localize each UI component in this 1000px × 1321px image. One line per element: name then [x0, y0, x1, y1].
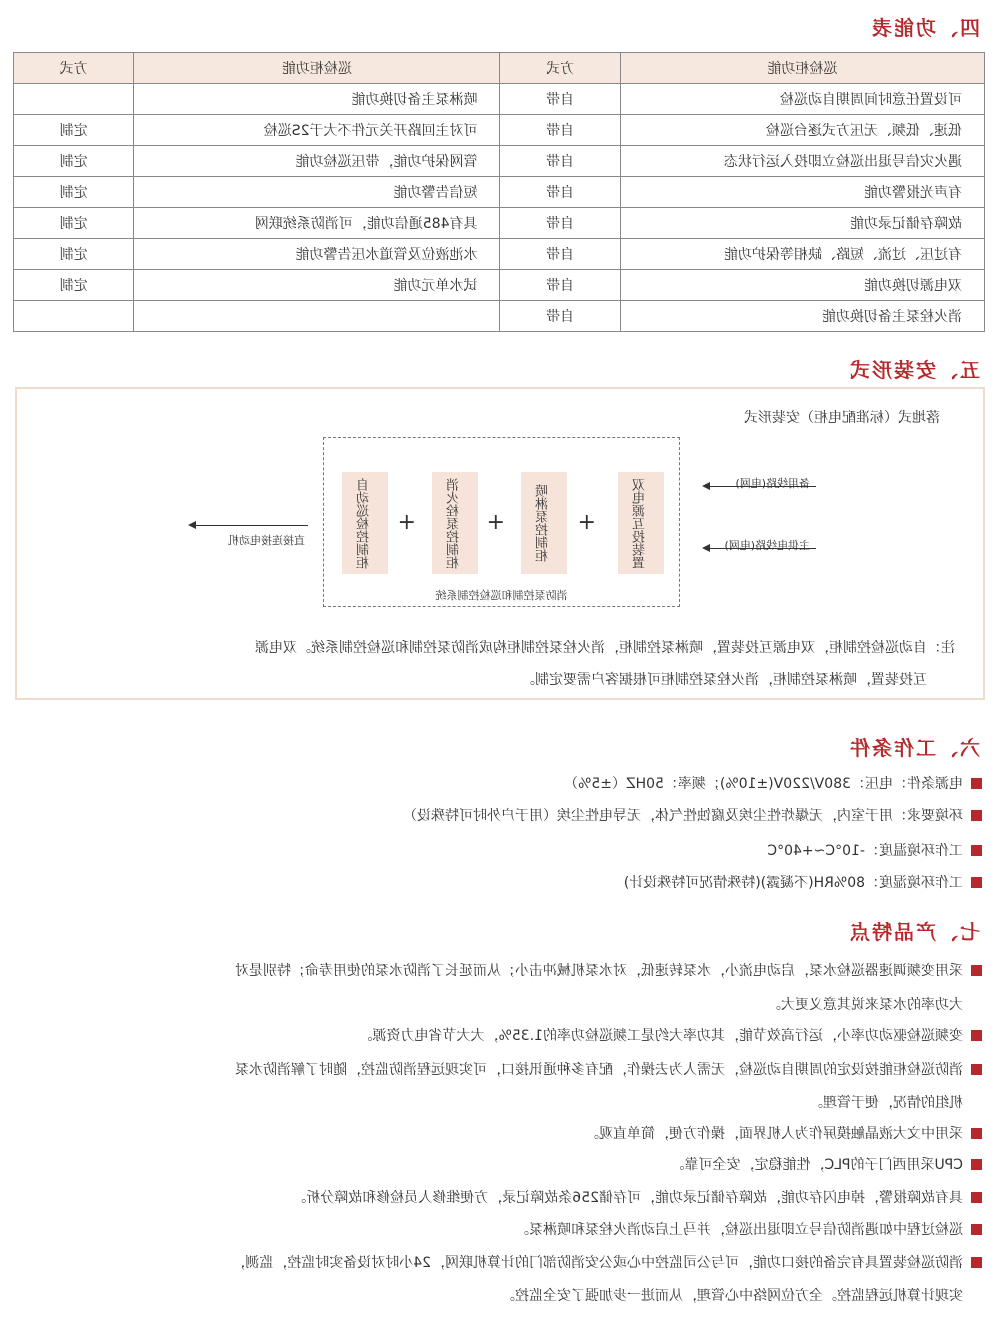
table-cell: 定制 [14, 146, 134, 177]
condition-item: 工作环境温度：-10°C~+40°C [32, 836, 982, 866]
dual-power-component: 双电源互投装置 [618, 472, 664, 574]
feature-continuation: 机组的情况，便于管理。 [809, 1095, 963, 1111]
table-cell: 试水单元功能 [134, 270, 500, 301]
table-cell: 自带 [500, 115, 620, 146]
table-cell: 定制 [14, 270, 134, 301]
table-header: 巡检柜功能 [620, 53, 984, 84]
bullet-square-icon [971, 1128, 982, 1139]
features-section-title: 七、产品特点 [848, 920, 980, 944]
table-header: 方式 [14, 53, 134, 84]
table-row [14, 270, 985, 301]
bullet-square-icon [971, 965, 982, 976]
condition-item: 工作环境湿度：80%RH(不凝露)(特殊情况可特殊设计) [32, 868, 982, 898]
table-cell: 双电源切换功能 [620, 270, 984, 301]
install-note-line: 注：自动巡检控制柜，双电源互投装置，喷淋泵控制柜，消火栓泵控制柜构成消防泵控制和巡检控制系统。双电源 [255, 640, 955, 656]
hydrant-pump-component: 消火栓泵控制柜 [432, 472, 478, 574]
table-row [14, 239, 985, 270]
table-row [14, 84, 985, 115]
table-cell: 定制 [14, 239, 134, 270]
install-caption: 落地式（标准配电柜）安装形式 [744, 410, 940, 426]
table-cell: 定制 [14, 177, 134, 208]
backup-line-label: 备用线路(电网) [735, 477, 810, 490]
conditions-section-title: 六、工作条件 [848, 736, 980, 760]
bullet-square-icon [971, 1064, 982, 1075]
table-cell: 遇火灾信号退出巡检立即投入运行状态 [620, 146, 984, 177]
table-cell: 故障存储记录功能 [620, 208, 984, 239]
table-row [14, 146, 985, 177]
feature-item: 巡检过程中如遇消防信号立即退出巡检，并马上启动消火栓泵和喷淋泵。 [32, 1215, 982, 1245]
bullet-square-icon [971, 1159, 982, 1170]
feature-item: 消防巡检装置具有完备的接口功能，可与公司监控中心或公安消防部门的计算机联网，24小时对设备实时监控，监测， [32, 1248, 982, 1278]
plus-sign: + [577, 510, 596, 535]
bullet-square-icon [971, 1224, 982, 1235]
table-row [14, 177, 985, 208]
auto-inspection-component: 自动巡检控制柜 [342, 472, 388, 574]
table-cell: 定制 [14, 208, 134, 239]
table-cell: 自带 [500, 146, 620, 177]
motor-output-arrow [190, 525, 308, 526]
table-cell [14, 301, 134, 332]
bullet-square-icon [971, 810, 982, 821]
table-cell: 消火栓泵主备切换功能 [620, 301, 984, 332]
plus-sign: + [397, 510, 416, 535]
table-cell: 自带 [500, 208, 620, 239]
feature-item: 具有故障报警，掉电闪存功能，故障存储记录功能，可存储256条故障记录，方便维修人员检修和故障分析。 [32, 1183, 982, 1213]
sprinkler-pump-component: 喷淋泵控制柜 [521, 472, 567, 574]
bullet-square-icon [971, 1192, 982, 1203]
install-note-line: 互投装置，喷淋泵控制柜，消火栓泵控制柜可根据客户需要定制。 [521, 672, 927, 688]
table-cell: 可对主回路开关元件不大于2S巡检 [134, 115, 500, 146]
table-row [14, 208, 985, 239]
condition-item: 电源条件：电压：380V/220V(±10%)；频率：50HZ（±5%） [32, 769, 982, 799]
table-cell: 自带 [500, 239, 620, 270]
main-line-label: 主供电线路(电网) [724, 539, 810, 552]
table-cell: 喷淋泵主备切换功能 [134, 84, 500, 115]
table-cell: 短信告警功能 [134, 177, 500, 208]
table-header-row [14, 53, 985, 84]
table-cell: 管网保护功能，带压巡检功能 [134, 146, 500, 177]
feature-item: 消防巡检柜能按设定的周期自动巡检，无需人为去操作，配有多种通讯接口，可实现远程消防监控，随时了解消防水泵 [32, 1055, 982, 1085]
table-cell: 可设置任意时间周期自动巡检 [620, 84, 984, 115]
bullet-square-icon [971, 877, 982, 888]
table-cell [134, 301, 500, 332]
table-cell: 低速、低频、无压方式逐台巡检 [620, 115, 984, 146]
functions-section-title: 四、功能表 [870, 16, 980, 40]
table-cell: 具有485通信功能，可消防系统联网 [134, 208, 500, 239]
bullet-square-icon [971, 1030, 982, 1041]
control-system-label: 消防泵控制和巡检控制系统 [435, 589, 568, 602]
table-cell: 水池液位及管道水压告警功能 [134, 239, 500, 270]
table-cell: 自带 [500, 270, 620, 301]
feature-item: 采用变频调速器巡检水泵，启动电流小，水泵转速低，对水泵机械冲击小；从而延长了消防水泵的使用寿命；特别是对 [32, 956, 982, 986]
table-cell [14, 84, 134, 115]
table-cell: 自带 [500, 301, 620, 332]
bullet-square-icon [971, 1257, 982, 1268]
feature-continuation: 大功率的水泵来说其意义更大。 [767, 997, 963, 1013]
function-table [13, 52, 985, 332]
feature-item: CPU采用西门子的PLC，性能稳定，安全可靠。 [32, 1150, 982, 1180]
bullet-square-icon [971, 845, 982, 856]
table-header: 方式 [500, 53, 620, 84]
table-row [14, 301, 985, 332]
feature-continuation: 实现计算机远程监控。全方位网络中心管理，从而进一步加强了安全监控。 [501, 1288, 963, 1304]
table-cell: 自带 [500, 84, 620, 115]
table-cell: 有声光报警功能 [620, 177, 984, 208]
motor-output-label: 直接连接电动机 [228, 534, 305, 547]
table-cell: 有过压、过流、短路、缺相等保护功能 [620, 239, 984, 270]
plus-sign: + [486, 510, 505, 535]
table-cell: 定制 [14, 115, 134, 146]
feature-item: 变频巡检驱动功率小，运行高效节能，其功率大约是工频巡检功率的1.35%，大大节省电力资源。 [32, 1021, 982, 1051]
feature-item: 采用中文大液晶触摸屏作为人机界面，操作方便，简单直观。 [32, 1119, 982, 1149]
table-header: 巡检柜功能 [134, 53, 500, 84]
bullet-square-icon [971, 778, 982, 789]
table-cell: 自带 [500, 177, 620, 208]
install-note [35, 632, 955, 696]
install-section-title: 五、安装形式 [848, 358, 980, 382]
condition-item: 环境要求：用于室内，无爆炸性尘埃及腐蚀性气体，无导电性尘埃（用于户外时可特殊设） [32, 801, 982, 831]
table-row [14, 115, 985, 146]
